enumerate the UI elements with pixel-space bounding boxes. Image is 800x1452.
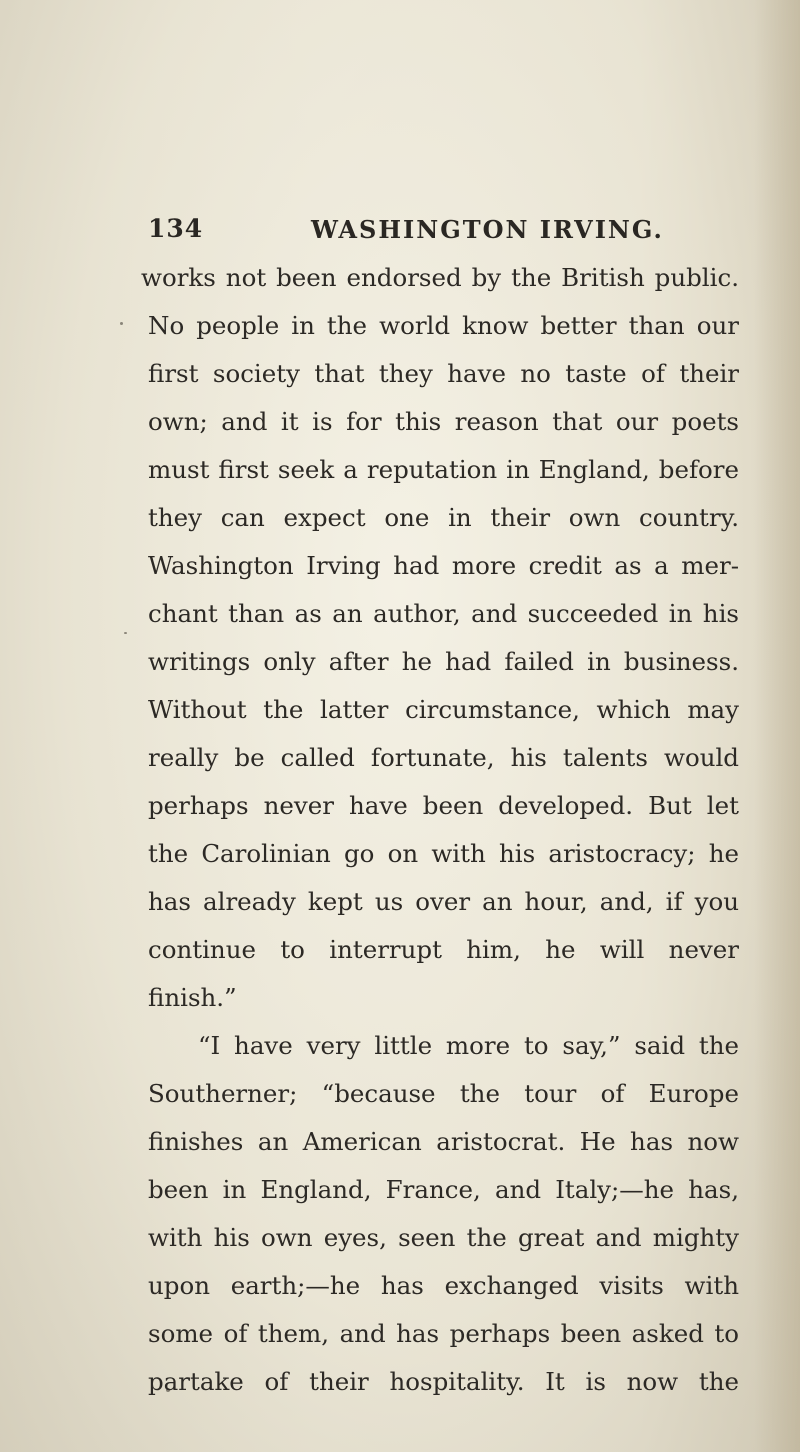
text-line: Washington Irving had more credit as a mer-: [148, 551, 739, 580]
text-line: No people in the world know better than our: [148, 311, 739, 340]
ink-speck: [120, 322, 123, 325]
text-line: continue to interrupt him, he will never: [148, 935, 739, 964]
page-edge-shadow: [754, 0, 800, 1452]
text-line: with his own eyes, seen the great and mighty: [148, 1223, 739, 1252]
text-line: has already kept us over an hour, and, if you: [148, 887, 739, 916]
ink-speck: [124, 632, 127, 634]
page-number: 134: [148, 214, 204, 243]
text-line: writings only after he had failed in business.: [148, 647, 739, 676]
running-head: WASHINGTON IRVING.: [311, 215, 664, 244]
body-text: [141, 254, 739, 1406]
text-line: own; and it is for this reason that our poets: [148, 407, 739, 436]
text-line: Without the latter circumstance, which may: [148, 695, 739, 724]
text-line: perhaps never have been developed. But let: [148, 791, 739, 820]
text-line: works not been endorsed by the British public.: [141, 263, 739, 292]
text-line: the Carolinian go on with his aristocracy; he: [148, 839, 739, 868]
text-line: they can expect one in their own country.: [148, 503, 739, 532]
text-line: chant than as an author, and succeeded in his: [148, 599, 739, 628]
text-line: “I have very little more to say,” said the: [198, 1031, 739, 1060]
text-line: first society that they have no taste of their: [148, 359, 739, 388]
text-line: finish.”: [148, 983, 237, 1012]
text-line: really be called fortunate, his talents would: [148, 743, 739, 772]
text-line: partake of their hospitality. It is now the: [148, 1367, 739, 1396]
text-line: some of them, and has perhaps been asked to: [148, 1319, 739, 1348]
text-line: upon earth;—he has exchanged visits with: [148, 1271, 739, 1300]
page-header: [148, 214, 748, 254]
text-line: must first seek a reputation in England, before: [148, 455, 739, 484]
text-line: been in England, France, and Italy;—he has,: [148, 1175, 739, 1204]
text-line: finishes an American aristocrat. He has now: [148, 1127, 739, 1156]
text-line: Southerner; “because the tour of Europe: [148, 1079, 739, 1108]
